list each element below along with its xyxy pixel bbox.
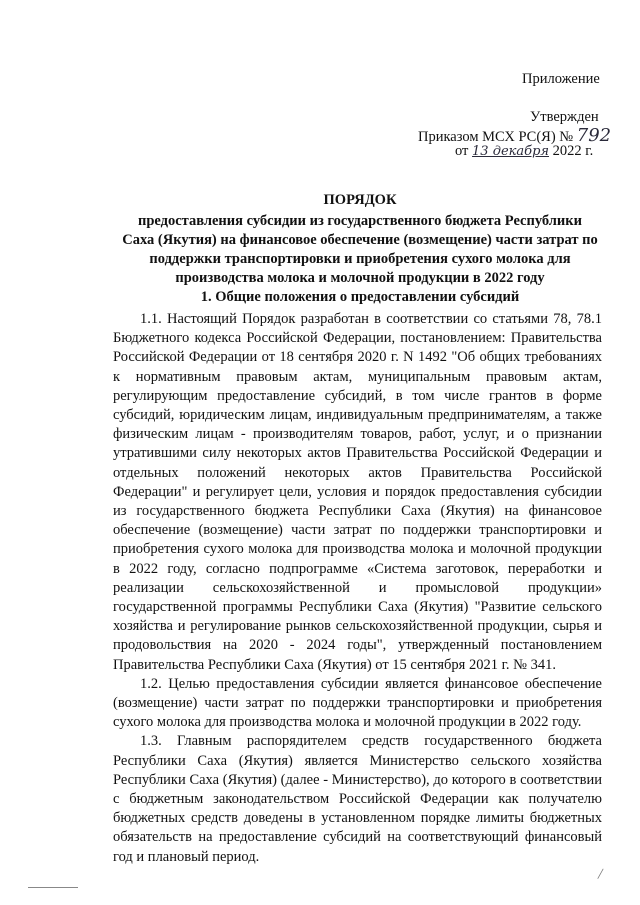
date-prefix: от: [455, 143, 469, 159]
order-number-handwritten: 792: [576, 125, 612, 146]
date-handwritten: 13 декабря: [472, 144, 550, 159]
subtitle-line: производства молока и молочной продукции в 2022 году: [175, 270, 545, 286]
document-subtitle: [100, 212, 620, 288]
subtitle-line: Саха (Якутия) на финансовое обеспечение (возмещение) части затрат по: [122, 232, 598, 248]
date-suffix: 2022 г.: [552, 143, 594, 159]
appendix-label: Приложение: [522, 71, 600, 87]
paragraph: 1.2. Целью предоставления субсидии является финансовое обеспечение (возмещение) части затрат по поддержки транспортировки и приобретения сухого молока для производства молока и молочной продукции в 2022 году.: [113, 675, 602, 731]
document-body: [113, 310, 602, 867]
document-title: ПОРЯДОК: [323, 192, 397, 208]
approved-label: Утвержден: [530, 109, 599, 125]
footer-mark: [28, 887, 78, 888]
date-line: [455, 143, 593, 160]
section-heading: 1. Общие положения о предоставлении субсидий: [200, 289, 520, 305]
subtitle-line: предоставления субсидии из государственного бюджета Республики: [137, 213, 582, 229]
paragraph: 1.1. Настоящий Порядок разработан в соответствии со статьями 78, 78.1 Бюджетного кодекса Российской Федерации, постановлением: Правительства Российской Федерации от 18 сентября 2020 г. N 1492 "Об общих требованиях к нормативным правовым актам, муниципальным правовым актам, регулирующим предоставление субсидий, в том числе грантов в форме субсидий, юридическим лицам, индивидуальным предпринимателям, а также физическим лицам - производителям товаров, работ, услуг, и о признании утратившими силу некоторых актов Правительства Российской Федерации и отдельных положений некоторых актов Правительства Российской Федерации" и регулирует цели, условия и порядок предоставления субсидии из государственного бюджета Республики Саха (Якутия) на финансовое обеспечение (возмещение) части затрат по поддержки транспортировки и приобретения сухого молока для производства молока и молочной продукции в 2022 году, согласно подпрограмме «Система заготовок, переработки и реализации сельскохозяйственной и промысловой продукции» государственной программы Республики Саха (Якутия) "Развитие сельского хозяйства и регулирование рынков сельскохозяйственной продукции, сырья и продовольствия на 2020 - 2024 годы", утвержденный постановлением Правительства Республики Саха (Якутия) от 15 сентября 2021 г. № 341.: [113, 311, 602, 673]
paragraph: 1.3. Главным распорядителем средств государственного бюджета Республики Саха (Якутия) является Министерство сельского хозяйства Республики Саха (Якутия) (далее - Министерство), до которого в соответствии с бюджетным законодательством Российской Федерации как получателю бюджетных средств доведены в установленном порядке лимиты бюджетных обязательств на предоставление субсидий на соответствующий финансовый год и плановый период.: [113, 733, 602, 865]
pen-mark: /: [596, 865, 604, 884]
subtitle-line: поддержки транспортировки и приобретения сухого молока для: [149, 251, 571, 267]
order-prefix: Приказом МСХ РС(Я) №: [418, 129, 574, 145]
